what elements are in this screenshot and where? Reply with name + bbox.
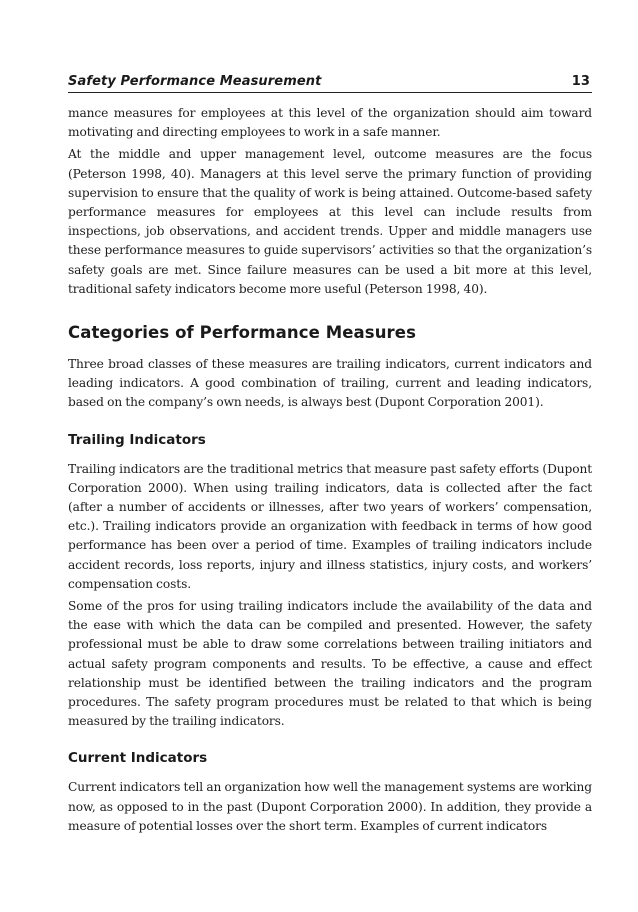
section-heading: Categories of Performance Measures [68,323,416,343]
running-head [68,74,592,93]
page [68,74,592,839]
running-head-title: Safety Performance Measurement [68,74,322,89]
paragraph: Some of the pros for using trailing indicators include the availability of the data and the ease with which the data can be compiled and presented. However, the safety professional must be able to draw some correlations between trailing initiators and actual safety program components and results. To be effective, a cause and effect relationship must be identified between the trailing indicators and the program procedures. The safety program procedures must be related to that which is being measured by the trailing indicators. [68,599,592,729]
paragraph: Trailing indicators are the traditional metrics that measure past safety efforts (Dupont Corporation 2000). When using trailing indicators, data is collected after the fact (after a number of accidents or illnesses, after two years of workers’ compensation, etc.). Trailing indicators provide an organization with feedback in terms of how good performance has been over a period of time. Examples of trailing indicators include accident records, loss reports, injury and illness statistics, injury costs, and workers’ compensation costs. [68,461,592,591]
paragraph: Current indicators tell an organization how well the management systems are working now, as opposed to in the past (Dupont Corporation 2000). In addition, they provide a measure of potential losses over the short term. Examples of current indicators [68,780,592,833]
page-number: 13 [571,74,590,89]
subsection-heading-current: Current Indicators [68,750,208,767]
paragraph: mance measures for employees at this level of the organization should aim toward motivating and directing employees to work in a safe manner. [68,106,592,140]
paragraph: Three broad classes of these measures are trailing indicators, current indicators and leading indicators. A good combination of trailing, current and leading indicators, based on the company’s own needs, is always best (Dupont Corporation 2001). [68,357,592,410]
paragraph: At the middle and upper management level, outcome measures are the focus (Peterson 1998, 40). Managers at this level serve the primary function of providing supervision to ensure that the quality of work is being attained. Outcome-based safety performance measures for employees at this level can include results from inspections, job observations, and accident trends. Upper and middle managers use these performance measures to guide supervisors’ activities so that the organization’s safety goals are met. Since failure measures can be used a bit more at this level, traditional safety indicators become more useful (Peterson 1998, 40). [68,147,592,296]
subsection-heading-trailing: Trailing Indicators [68,431,206,448]
